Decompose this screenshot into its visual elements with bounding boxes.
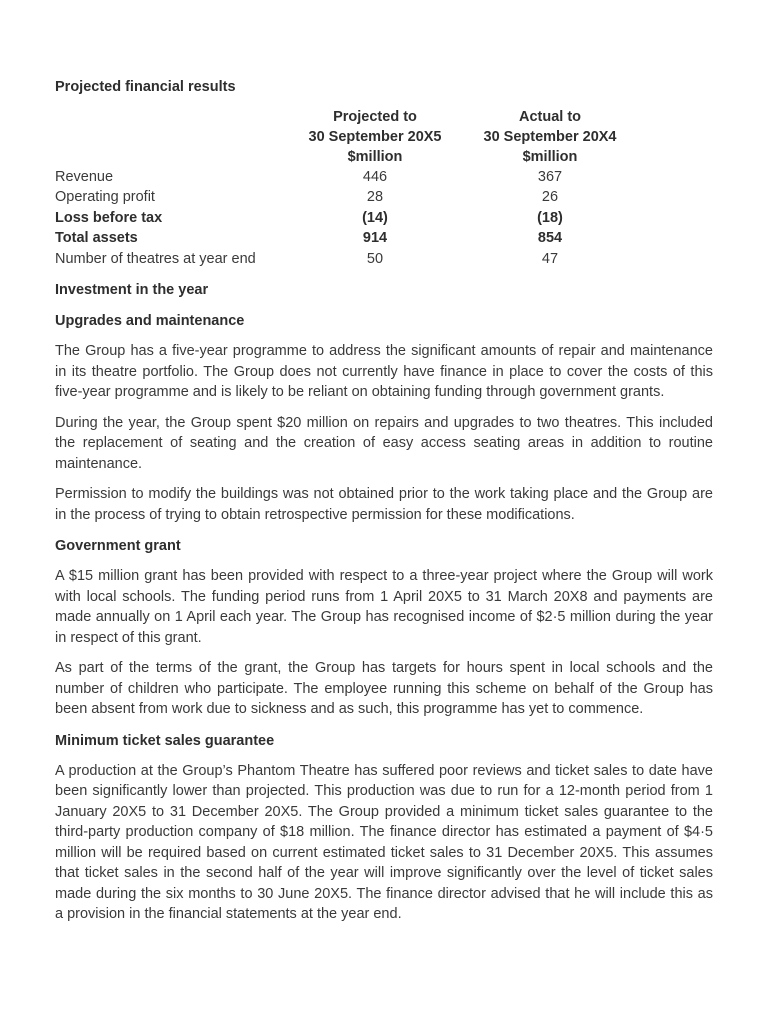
table-row	[55, 208, 655, 228]
row-projected-value: 446	[362, 169, 388, 185]
header-actual-line2: 30 September 20X4	[483, 129, 617, 145]
table-row	[55, 167, 655, 187]
row-label: Loss before tax	[55, 209, 163, 226]
row-projected-value: 914	[362, 230, 388, 247]
header-actual-line1: Actual to	[518, 109, 582, 125]
ticket-guarantee-paragraph: A production at the Group’s Phantom Theatre has suffered poor reviews and ticket sales to date have been significantly lower than projected. This production was due to run for a 12-month period from 1 January 20X5 to 31 December 20X5. The Group provided a minimum ticket sales guarantee to the third-party production company of $18 million. The finance director has estimated a payment of $4·5 million will be required based on current estimated ticket sales to 31 December 20X5. This assumes that ticket sales in the second half of the year will improve significantly over the level of ticket sales made during the six months to 30 June 20X5. The finance director advised that he will include this as a provision in the financial statements at the year end.	[55, 762, 713, 923]
row-actual-value: 26	[541, 189, 559, 206]
row-label: Operating profit	[55, 189, 155, 206]
row-label: Revenue	[55, 169, 114, 185]
row-actual-value: (18)	[537, 209, 563, 226]
table-header-empty	[55, 107, 305, 167]
row-projected-value: 50	[366, 250, 384, 267]
header-projected-line2: 30 September 20X5	[308, 129, 442, 145]
upgrades-title: Upgrades and maintenance	[55, 313, 245, 330]
upgrades-paragraph: The Group has a five-year programme to address the significant amounts of repair and maintenance in its theatre portfolio. The Group does not currently have finance in place to cover the costs of this five-year programme and is likely to be reliant on obtaining funding through government grants.	[55, 343, 713, 401]
row-projected-value: (14)	[362, 209, 388, 226]
row-actual-value: 367	[537, 169, 563, 185]
header-actual-line3: $million	[522, 149, 578, 165]
header-projected	[305, 107, 445, 167]
grant-paragraph: A $15 million grant has been provided with respect to a three-year project where the Group will work with local schools. The funding period runs from 1 April 20X5 to 31 March 20X8 and payments are made annually on 1 April each year. The Group has recognised income of $2·5 million during the year in respect of this grant.	[55, 568, 713, 646]
financial-results-table	[55, 107, 655, 269]
header-actual	[445, 107, 655, 167]
row-label: Number of theatres at year end	[55, 250, 256, 267]
row-label: Total assets	[55, 230, 138, 247]
header-projected-line1: Projected to	[333, 109, 417, 125]
header-projected-line3: $million	[347, 149, 403, 165]
row-actual-value: 854	[537, 230, 563, 247]
grant-title: Government grant	[55, 538, 181, 555]
row-actual-value: 47	[541, 250, 559, 267]
table-row	[55, 249, 655, 269]
investment-title: Investment in the year	[55, 282, 209, 299]
upgrades-paragraph: During the year, the Group spent $20 million on repairs and upgrades to two theatres. This included the replacement of seating and the creation of easy access seating areas in addition to routine maintenance.	[55, 414, 713, 472]
table-row	[55, 228, 655, 248]
financial-results-title: Projected financial results	[55, 79, 236, 95]
grant-paragraph: As part of the terms of the grant, the Group has targets for hours spent in local schools and the number of children who participate. The employee running this scheme on behalf of the Group has been absent from work due to sickness and as such, this programme has yet to commence.	[55, 660, 713, 718]
upgrades-paragraph: Permission to modify the buildings was not obtained prior to the work taking place and the Group are in the process of trying to obtain retrospective permission for these modifications.	[55, 486, 713, 523]
ticket-guarantee-title: Minimum ticket sales guarantee	[55, 732, 275, 749]
table-row	[55, 187, 655, 207]
table-header-row	[55, 107, 655, 167]
row-projected-value: 28	[366, 189, 384, 206]
